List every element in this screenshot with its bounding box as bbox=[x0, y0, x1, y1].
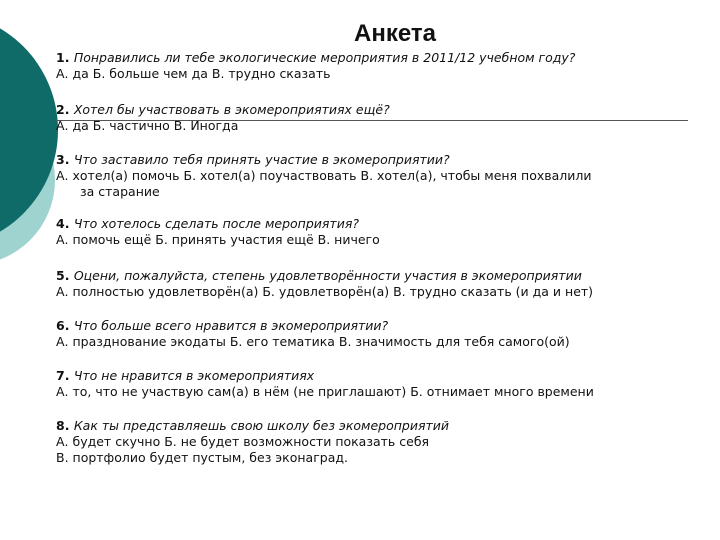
answer-options: А. да Б. частично В. Иногда bbox=[56, 118, 239, 133]
question-number: 1 bbox=[56, 50, 65, 65]
question-8: 8. Как ты представляешь свою школу без экомероприятий А. будет скучно Б. не будет возможности показать себя В. портфолио будет пустым, без эконаград. bbox=[56, 418, 706, 466]
question-1: 1. Понравились ли тебе экологические мероприятия в 2011/12 учебном году? А. да Б. больше чем да В. трудно сказать bbox=[56, 50, 706, 82]
question-2: 2. Хотел бы участвовать в экомероприятиях ещё? А. да Б. частично В. Иногда bbox=[56, 102, 706, 134]
question-number: 6 bbox=[56, 318, 65, 333]
answer-options: А. полностью удовлетворён(а) Б. удовлетворён(а) В. трудно сказать (и да и нет) bbox=[56, 284, 594, 299]
page-title: Анкета bbox=[354, 20, 436, 47]
question-number: 4 bbox=[56, 216, 65, 231]
question-number: 7 bbox=[56, 368, 65, 383]
question-text: Как ты представляешь свою школу без экомероприятий bbox=[73, 418, 450, 433]
answer-options: А. помочь ещё Б. принять участия ещё В. ничего bbox=[56, 232, 380, 247]
question-7: 7. Что не нравится в экомероприятиях А. то, что не участвую сам(а) в нём (не приглашают) Б. отнимает много времени bbox=[56, 368, 706, 400]
question-3: 3. Что заставило тебя принять участие в экомероприятии? А. хотел(а) помочь Б. хотел(а) поучаствовать В. хотел(а), чтобы меня похвалили за старание bbox=[56, 152, 706, 200]
question-5: 5. Оцени, пожалуйста, степень удовлетворённости участия в экомероприятии А. полностью удовлетворён(а) Б. удовлетворён(а) В. трудно сказать (и да и нет) bbox=[56, 268, 706, 300]
question-text: Что хотелось сделать после мероприятия? bbox=[73, 216, 359, 231]
question-text: Что заставило тебя принять участие в экомероприятии? bbox=[73, 152, 450, 167]
question-number: 3 bbox=[56, 152, 65, 167]
question-text: Что больше всего нравится в экомероприятии? bbox=[73, 318, 389, 333]
question-text: Что не нравится в экомероприятиях bbox=[73, 368, 315, 383]
question-number: 8 bbox=[56, 418, 65, 433]
answer-options: А. хотел(а) помочь Б. хотел(а) поучаствовать В. хотел(а), чтобы меня похвалили bbox=[56, 168, 592, 183]
question-number: 5 bbox=[56, 268, 65, 283]
answer-options-continued: В. портфолио будет пустым, без эконаград. bbox=[56, 450, 348, 465]
question-6: 6. Что больше всего нравится в экомероприятии? А. празднование экодаты Б. его тематика В. значимость для тебя самого(ой) bbox=[56, 318, 706, 350]
answer-options: А. празднование экодаты Б. его тематика В. значимость для тебя самого(ой) bbox=[56, 334, 570, 349]
answer-options: А. то, что не участвую сам(а) в нём (не приглашают) Б. отнимает много времени bbox=[56, 384, 594, 399]
question-4: 4. Что хотелось сделать после мероприятия? А. помочь ещё Б. принять участия ещё В. ничего bbox=[56, 216, 706, 248]
question-number: 2 bbox=[56, 102, 65, 117]
answer-options: А. будет скучно Б. не будет возможности показать себя bbox=[56, 434, 430, 449]
question-text: Понравились ли тебе экологические мероприятия в 2011/12 учебном году? bbox=[73, 50, 576, 65]
question-text: Хотел бы участвовать в экомероприятиях ещё? bbox=[73, 102, 390, 117]
answer-options: А. да Б. больше чем да В. трудно сказать bbox=[56, 66, 331, 81]
question-text: Оцени, пожалуйста, степень удовлетворённости участия в экомероприятии bbox=[73, 268, 582, 283]
answer-options-continued: за старание bbox=[80, 184, 160, 199]
